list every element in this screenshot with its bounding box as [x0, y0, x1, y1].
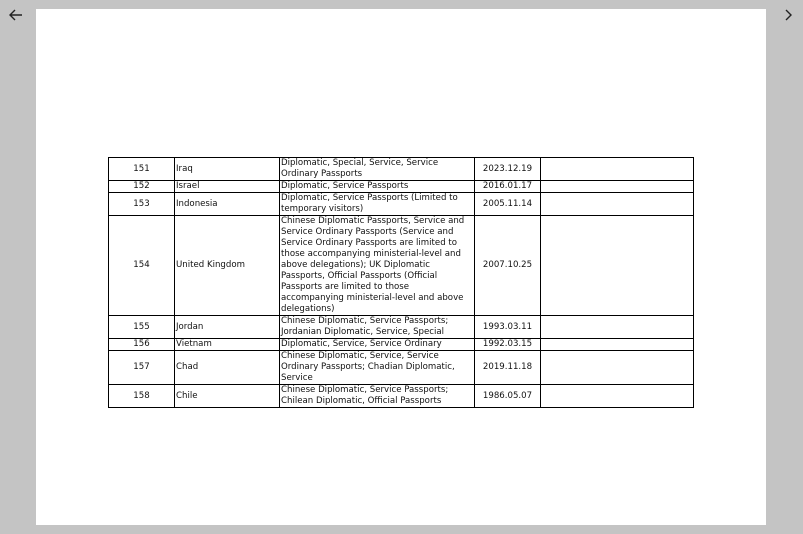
table-row — [109, 216, 694, 316]
table-row — [109, 316, 694, 339]
chevron-right-icon — [780, 6, 796, 24]
table-row — [109, 385, 694, 408]
row-number: 156 — [109, 339, 175, 351]
notes-cell — [541, 193, 694, 216]
row-number: 158 — [109, 385, 175, 408]
passport-types-cell: Chinese Diplomatic, Service Passports; Jordanian Diplomatic, Service, Special — [280, 316, 475, 339]
country-cell: Vietnam — [175, 339, 280, 351]
table-row — [109, 181, 694, 193]
date-cell: 2019.11.18 — [475, 351, 541, 385]
passport-types-cell: Diplomatic, Service Passports (Limited to temporary visitors) — [280, 193, 475, 216]
row-number: 153 — [109, 193, 175, 216]
passport-types-cell: Chinese Diplomatic, Service, Service Ordinary Passports; Chadian Diplomatic, Service — [280, 351, 475, 385]
table-row — [109, 351, 694, 385]
passport-types-cell: Diplomatic, Service Passports — [280, 181, 475, 193]
row-number: 157 — [109, 351, 175, 385]
notes-cell — [541, 385, 694, 408]
country-cell: Jordan — [175, 316, 280, 339]
date-cell: 2005.11.14 — [475, 193, 541, 216]
country-cell: Indonesia — [175, 193, 280, 216]
notes-cell — [541, 158, 694, 181]
next-page-button[interactable] — [780, 6, 796, 24]
country-cell: Israel — [175, 181, 280, 193]
passport-types-cell: Chinese Diplomatic, Service Passports; Chilean Diplomatic, Official Passports — [280, 385, 475, 408]
notes-cell — [541, 351, 694, 385]
row-number: 151 — [109, 158, 175, 181]
passport-types-cell: Diplomatic, Special, Service, Service Ordinary Passports — [280, 158, 475, 181]
row-number: 155 — [109, 316, 175, 339]
row-number: 152 — [109, 181, 175, 193]
country-cell: Chad — [175, 351, 280, 385]
notes-cell — [541, 181, 694, 193]
date-cell: 2007.10.25 — [475, 216, 541, 316]
arrow-left-icon — [7, 6, 25, 24]
country-cell: Chile — [175, 385, 280, 408]
table-row — [109, 193, 694, 216]
passport-types-cell: Diplomatic, Service, Service Ordinary — [280, 339, 475, 351]
passport-types-cell: Chinese Diplomatic Passports, Service and Service Ordinary Passports (Service and Service Ordinary Passports are limited to those accompanying ministerial-level and above delegations); UK Diplomatic Passports, Official Passports (Official Passports are limited to those accompanying ministerial-level and above delegations) — [280, 216, 475, 316]
visa-agreement-table — [108, 157, 694, 408]
back-button[interactable] — [7, 6, 25, 24]
row-number: 154 — [109, 216, 175, 316]
notes-cell — [541, 339, 694, 351]
notes-cell — [541, 316, 694, 339]
country-cell: Iraq — [175, 158, 280, 181]
date-cell: 2016.01.17 — [475, 181, 541, 193]
date-cell: 1986.05.07 — [475, 385, 541, 408]
date-cell: 1993.03.11 — [475, 316, 541, 339]
date-cell: 1992.03.15 — [475, 339, 541, 351]
table-row — [109, 158, 694, 181]
document-page — [36, 9, 766, 525]
notes-cell — [541, 216, 694, 316]
country-cell: United Kingdom — [175, 216, 280, 316]
date-cell: 2023.12.19 — [475, 158, 541, 181]
table-row — [109, 339, 694, 351]
